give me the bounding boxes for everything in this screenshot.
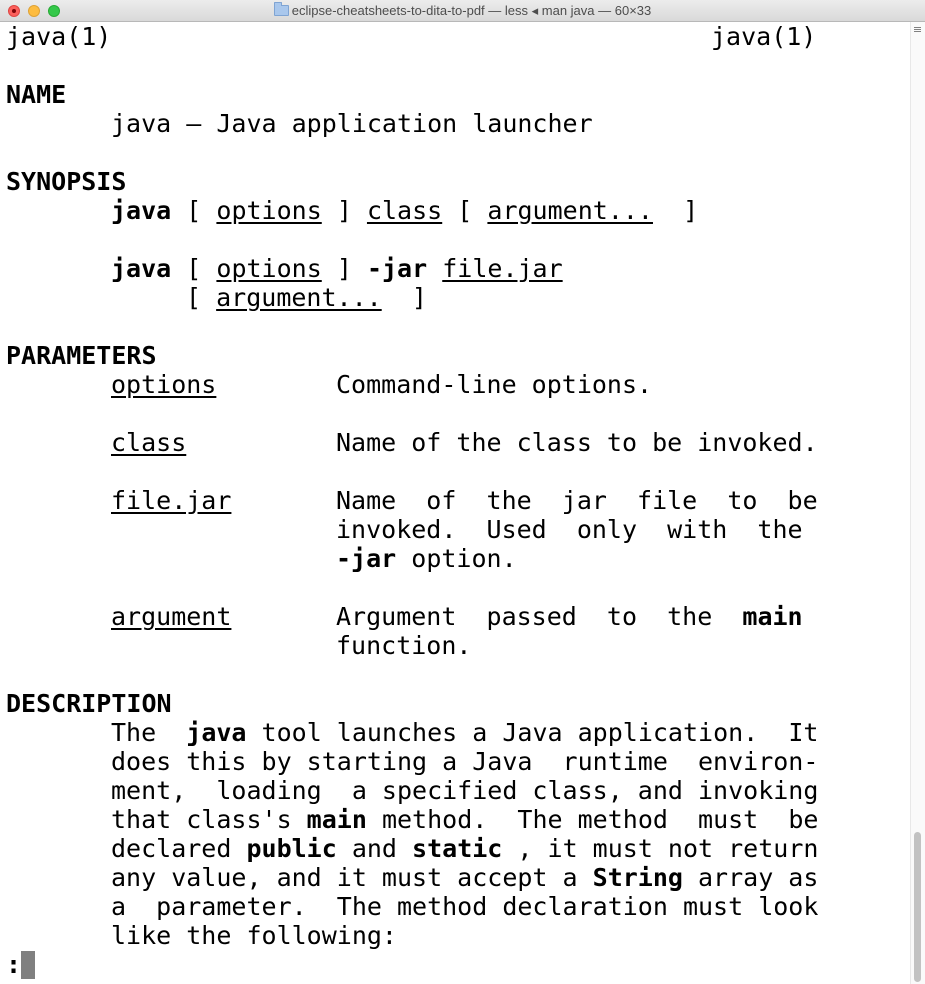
man-header-left: java(1) (6, 22, 112, 51)
vertical-scrollbar[interactable] (910, 22, 925, 984)
synopsis-line-3: [ argument... ] (186, 283, 427, 312)
description-line: that class's main method. The method must be (111, 805, 819, 834)
window-title-text: eclipse-cheatsheets-to-dita-to-pdf — less ◂ man java — 60×33 (291, 3, 652, 18)
name-text: java – Java application launcher (111, 109, 593, 138)
section-heading-name: NAME (6, 80, 67, 109)
terminal-content[interactable] (0, 22, 910, 984)
param-desc-options: Command-line options. (336, 370, 653, 399)
param-desc-argument-2: function. (336, 631, 472, 660)
text-cursor (21, 951, 35, 979)
synopsis-line-2: java [ options ] -jar file.jar (111, 254, 563, 283)
window-title (0, 3, 925, 19)
scrollbar-grip-icon (914, 27, 921, 34)
less-prompt[interactable]: : (6, 950, 35, 979)
title-bar[interactable] (0, 0, 925, 22)
param-desc-class: Name of the class to be invoked. (336, 428, 818, 457)
synopsis-line-1: java [ options ] class [ argument... ] (111, 196, 699, 225)
param-desc-argument-1: Argument passed to the main (336, 602, 803, 631)
description-line: does this by starting a Java runtime environ- (111, 747, 819, 776)
param-term-argument: argument (111, 602, 232, 631)
description-line: a parameter. The method declaration must look (111, 892, 819, 921)
param-desc-file-jar-3: -jar option. (336, 544, 517, 573)
param-term-options: options (111, 370, 217, 399)
section-heading-description: DESCRIPTION (6, 689, 172, 718)
description-line: like the following: (111, 921, 397, 950)
description-line: declared public and static , it must not return (111, 834, 819, 863)
param-desc-file-jar-2: invoked. Used only with the (336, 515, 803, 544)
scrollbar-thumb[interactable] (914, 832, 921, 982)
param-desc-file-jar-1: Name of the jar file to be (336, 486, 818, 515)
folder-icon (274, 5, 289, 16)
description-line: The java tool launches a Java application. It (111, 718, 819, 747)
description-line: any value, and it must accept a String array as (111, 863, 819, 892)
param-term-class: class (111, 428, 187, 457)
man-header-right: java(1) (711, 22, 817, 51)
section-heading-synopsis: SYNOPSIS (6, 167, 127, 196)
description-line: ment, loading a specified class, and invoking (111, 776, 819, 805)
section-heading-parameters: PARAMETERS (6, 341, 157, 370)
param-term-file-jar: file.jar (111, 486, 232, 515)
